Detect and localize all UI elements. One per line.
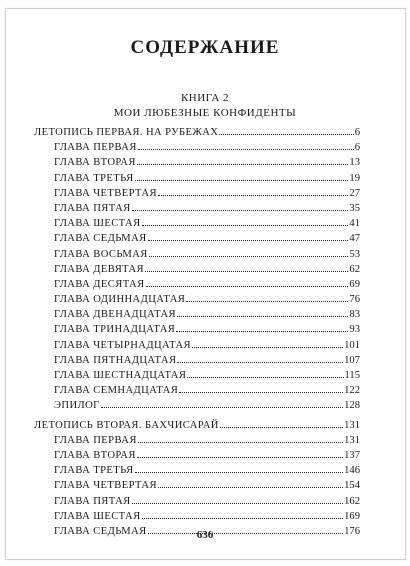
toc-entry-label: ЛЕТОПИСЬ ВТОРАЯ. БАХЧИСАРАЙ — [34, 419, 219, 431]
toc-chapter-entry — [34, 216, 360, 231]
toc-chapter-entry — [34, 509, 360, 524]
toc-part-entry — [34, 125, 360, 140]
toc-entry-page: 83 — [349, 309, 360, 321]
toc-entry-page: 128 — [344, 400, 360, 412]
toc-entry-page: 154 — [344, 480, 360, 492]
dot-leader — [177, 307, 348, 317]
toc-entry-label: ГЛАВА ДЕСЯТАЯ — [54, 278, 145, 290]
toc-chapter-entry — [34, 338, 360, 353]
toc-chapter-entry — [34, 398, 360, 413]
table-of-contents — [34, 125, 360, 539]
toc-chapter-entry — [34, 494, 360, 509]
dot-leader — [149, 247, 349, 257]
toc-entry-label: ГЛАВА СЕДЬМАЯ — [54, 233, 147, 245]
dot-leader — [148, 231, 349, 241]
dot-leader — [158, 478, 343, 488]
page-number: 636 — [196, 529, 214, 541]
dot-leader — [137, 155, 349, 165]
toc-entry-label: ГЛАВА ВТОРАЯ — [54, 449, 136, 461]
toc-entry-page: 6 — [354, 127, 360, 138]
page-title: СОДЕРЖАНИЕ — [130, 37, 280, 58]
dot-leader — [158, 186, 349, 196]
toc-entry-label: ГЛАВА ЧЕТЫРНАДЦАТАЯ — [54, 339, 191, 351]
toc-entry-label: ГЛАВА ТРИНАДЦАТАЯ — [54, 324, 176, 336]
dot-leader — [179, 383, 343, 393]
toc-entry-page: 13 — [349, 157, 360, 169]
dot-leader — [135, 463, 344, 473]
toc-entry-label: ГЛАВА ПЯТАЯ — [54, 202, 131, 214]
toc-entry-page: 19 — [349, 172, 360, 184]
book-number: КНИГА 2 — [180, 92, 230, 104]
book-title: МОИ ЛЮБЕЗНЫЕ КОНФИДЕНТЫ — [113, 107, 297, 119]
toc-entry-label: ГЛАВА ДЕВЯТАЯ — [54, 263, 145, 275]
toc-entry-page: 101 — [344, 339, 360, 351]
dot-leader — [192, 338, 343, 348]
toc-chapter-entry — [34, 292, 360, 307]
dot-leader — [186, 292, 348, 302]
toc-chapter-entry — [34, 155, 360, 170]
toc-entry-page: 62 — [349, 263, 360, 275]
toc-entry-page: 35 — [349, 202, 360, 214]
dot-leader — [142, 509, 344, 519]
toc-entry-page: 122 — [344, 385, 360, 397]
toc-chapter-entry — [34, 277, 360, 292]
toc-entry-label: ГЛАВА СЕМНАДЦАТАЯ — [54, 385, 179, 397]
toc-entry-label: ГЛАВА ПЕРВАЯ — [54, 142, 137, 154]
toc-entry-label: ГЛАВА СЕДЬМАЯ — [54, 525, 147, 537]
toc-chapter-entry — [34, 171, 360, 186]
toc-chapter-entry — [34, 433, 360, 448]
toc-entry-label: ГЛАВА ТРЕТЬЯ — [54, 172, 134, 184]
toc-chapter-entry — [34, 186, 360, 201]
toc-chapter-entry — [34, 201, 360, 216]
dot-leader — [135, 171, 349, 181]
dot-leader — [146, 277, 349, 287]
toc-entry-page: 47 — [349, 233, 360, 245]
toc-entry-label: ЭПИЛОГ — [54, 400, 100, 412]
toc-chapter-entry — [34, 307, 360, 322]
toc-chapter-entry — [34, 463, 360, 478]
dot-leader — [132, 201, 349, 211]
toc-entry-page: 131 — [344, 434, 360, 446]
toc-part-entry — [34, 418, 360, 433]
dot-leader — [138, 433, 343, 443]
toc-chapter-entry — [34, 478, 360, 493]
toc-entry-page: 41 — [349, 218, 360, 230]
dot-leader — [142, 216, 349, 226]
toc-entry-label: ЛЕТОПИСЬ ПЕРВАЯ. НА РУБЕЖАХ — [34, 127, 219, 138]
toc-entry-page: 6 — [354, 142, 360, 154]
toc-chapter-entry — [34, 140, 360, 155]
toc-chapter-entry — [34, 262, 360, 277]
dot-leader — [219, 125, 353, 135]
toc-entry-label: ГЛАВА ЧЕТВЕРТАЯ — [54, 480, 157, 492]
toc-entry-label: ГЛАВА ШЕСТАЯ — [54, 510, 141, 522]
toc-chapter-entry — [34, 353, 360, 368]
dot-leader — [220, 418, 343, 428]
toc-entry-page: 131 — [344, 419, 360, 431]
toc-entry-page: 69 — [349, 278, 360, 290]
toc-entry-label: ГЛАВА ПЯТНАДЦАТАЯ — [54, 354, 177, 366]
toc-entry-label: ГЛАВА ШЕСТАЯ — [54, 218, 141, 230]
toc-entry-page: 27 — [349, 187, 360, 199]
toc-entry-label: ГЛАВА ШЕСТНАДЦАТАЯ — [54, 370, 187, 381]
toc-entry-page: 176 — [344, 525, 360, 537]
dot-leader — [132, 494, 343, 504]
toc-entry-label: ГЛАВА ДВЕНАДЦАТАЯ — [54, 309, 176, 321]
toc-entry-page: 76 — [349, 294, 360, 306]
toc-chapter-entry — [34, 383, 360, 398]
dot-leader — [145, 262, 348, 272]
toc-chapter-entry — [34, 368, 360, 383]
toc-chapter-entry — [34, 322, 360, 337]
toc-entry-label: ГЛАВА ПЕРВАЯ — [54, 434, 137, 446]
toc-entry-label: ГЛАВА ВОСЬМАЯ — [54, 248, 148, 260]
toc-entry-page: 115 — [344, 370, 360, 381]
dot-leader — [187, 368, 343, 378]
dot-leader — [138, 140, 354, 150]
toc-chapter-entry — [34, 231, 360, 246]
toc-entry-page: 93 — [349, 324, 360, 336]
dot-leader — [177, 353, 343, 363]
dot-leader — [137, 448, 343, 458]
toc-entry-page: 137 — [344, 449, 360, 461]
dot-leader — [101, 398, 343, 408]
toc-entry-page: 146 — [344, 465, 360, 477]
toc-chapter-entry — [34, 247, 360, 262]
dot-leader — [176, 322, 348, 332]
toc-entry-label: ГЛАВА ОДИННАДЦАТАЯ — [54, 294, 186, 306]
toc-entry-page: 162 — [344, 495, 360, 507]
toc-entry-label: ГЛАВА ТРЕТЬЯ — [54, 465, 134, 477]
toc-entry-label: ГЛАВА ВТОРАЯ — [54, 157, 136, 169]
toc-entry-page: 107 — [344, 354, 360, 366]
toc-entry-label: ГЛАВА ЧЕТВЕРТАЯ — [54, 187, 157, 199]
toc-entry-label: ГЛАВА ПЯТАЯ — [54, 495, 131, 507]
toc-entry-page: 169 — [344, 510, 360, 522]
toc-chapter-entry — [34, 448, 360, 463]
toc-entry-page: 53 — [349, 248, 360, 260]
